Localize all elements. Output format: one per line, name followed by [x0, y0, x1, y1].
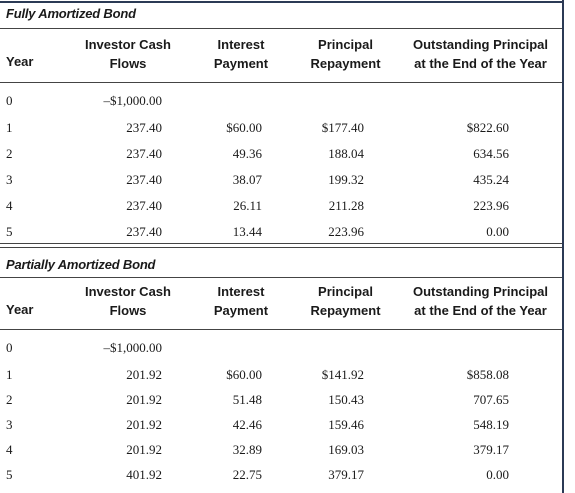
row-cash: 237.40 — [126, 198, 162, 213]
header-principal-line1: Principal — [318, 284, 373, 299]
header-year: Year — [6, 302, 34, 317]
header-rule — [0, 82, 562, 83]
row-year: 0 — [6, 93, 13, 108]
row-principal: 169.03 — [328, 442, 364, 457]
header-cash-flows-line2: Flows — [109, 303, 147, 318]
title-rule — [0, 28, 562, 29]
row-principal: 199.32 — [328, 172, 364, 187]
header-outstanding-line1: Outstanding Principal — [412, 284, 549, 299]
row-principal: $141.92 — [321, 367, 364, 382]
row-cash: 201.92 — [126, 417, 162, 432]
row-interest: 32.89 — [232, 442, 262, 457]
row-cash: 201.92 — [126, 392, 162, 407]
top-border — [0, 1, 563, 3]
header-outstanding — [403, 282, 558, 320]
row-outstanding: 548.19 — [473, 417, 509, 432]
header-principal-line2: Repayment — [310, 303, 381, 318]
header-rule — [0, 329, 562, 330]
row-interest: 51.48 — [232, 392, 262, 407]
row-principal: 150.43 — [328, 392, 364, 407]
header-principal — [298, 282, 393, 320]
row-cash: 237.40 — [126, 224, 162, 239]
row-year: 0 — [6, 340, 13, 355]
row-cash: 201.92 — [126, 367, 162, 382]
header-outstanding-line2: at the End of the Year — [414, 56, 547, 71]
row-outstanding: $858.08 — [466, 367, 509, 382]
row-cash: 237.40 — [126, 146, 162, 161]
row-interest: 49.36 — [232, 146, 262, 161]
header-interest — [196, 282, 286, 320]
partially-amortized-table — [0, 257, 562, 491]
row-principal: 223.96 — [328, 224, 364, 239]
header-interest-line1: Interest — [217, 284, 265, 299]
table-divider — [0, 247, 562, 248]
row-cash: –$1,000.00 — [103, 340, 162, 355]
header-year: Year — [6, 54, 34, 69]
row-year: 1 — [6, 367, 13, 382]
header-principal — [298, 35, 393, 73]
row-year: 5 — [6, 224, 13, 239]
row-principal: 159.46 — [328, 417, 364, 432]
row-interest: $60.00 — [226, 367, 262, 382]
row-interest: 26.11 — [233, 198, 262, 213]
row-outstanding: 0.00 — [486, 467, 509, 482]
table-title: Fully Amortized Bond — [6, 6, 136, 21]
row-principal: 188.04 — [328, 146, 364, 161]
row-year: 2 — [6, 392, 13, 407]
row-cash: 237.40 — [126, 120, 162, 135]
row-year: 2 — [6, 146, 13, 161]
header-principal-line2: Repayment — [310, 56, 381, 71]
header-interest-line2: Payment — [213, 56, 269, 71]
row-cash: –$1,000.00 — [103, 93, 162, 108]
fully-amortized-table — [0, 6, 562, 240]
row-year: 3 — [6, 417, 13, 432]
row-cash: 201.92 — [126, 442, 162, 457]
header-cash-flows — [68, 35, 188, 73]
row-outstanding: 435.24 — [473, 172, 509, 187]
header-cash-flows-line1: Investor Cash — [85, 284, 171, 299]
row-principal: 211.28 — [328, 198, 364, 213]
header-cash-flows — [68, 282, 188, 320]
row-year: 4 — [6, 198, 13, 213]
row-interest: 38.07 — [232, 172, 262, 187]
row-outstanding: 707.65 — [473, 392, 509, 407]
row-year: 5 — [6, 467, 13, 482]
row-cash: 401.92 — [126, 467, 162, 482]
row-outstanding: 634.56 — [473, 146, 509, 161]
row-principal: $177.40 — [321, 120, 364, 135]
header-interest-line2: Payment — [213, 303, 269, 318]
header-principal-line1: Principal — [318, 37, 373, 52]
header-interest-line1: Interest — [217, 37, 265, 52]
header-outstanding-line2: at the End of the Year — [414, 303, 547, 318]
row-cash: 237.40 — [126, 172, 162, 187]
row-interest: 22.75 — [232, 467, 262, 482]
header-cash-flows-line1: Investor Cash — [85, 37, 171, 52]
table-title: Partially Amortized Bond — [6, 257, 156, 272]
header-cash-flows-line2: Flows — [109, 56, 147, 71]
row-outstanding: 223.96 — [473, 198, 509, 213]
header-outstanding-line1: Outstanding Principal — [412, 37, 549, 52]
title-rule — [0, 277, 562, 278]
row-year: 4 — [6, 442, 13, 457]
row-interest: 42.46 — [232, 417, 262, 432]
row-year: 3 — [6, 172, 13, 187]
table-divider — [0, 243, 562, 244]
row-principal: 379.17 — [328, 467, 364, 482]
row-interest: 13.44 — [232, 224, 262, 239]
right-border — [562, 0, 564, 493]
row-interest: $60.00 — [226, 120, 262, 135]
header-interest — [196, 35, 286, 73]
row-outstanding: 379.17 — [473, 442, 509, 457]
row-outstanding: 0.00 — [486, 224, 509, 239]
row-outstanding: $822.60 — [466, 120, 509, 135]
header-outstanding — [403, 35, 558, 73]
row-year: 1 — [6, 120, 13, 135]
